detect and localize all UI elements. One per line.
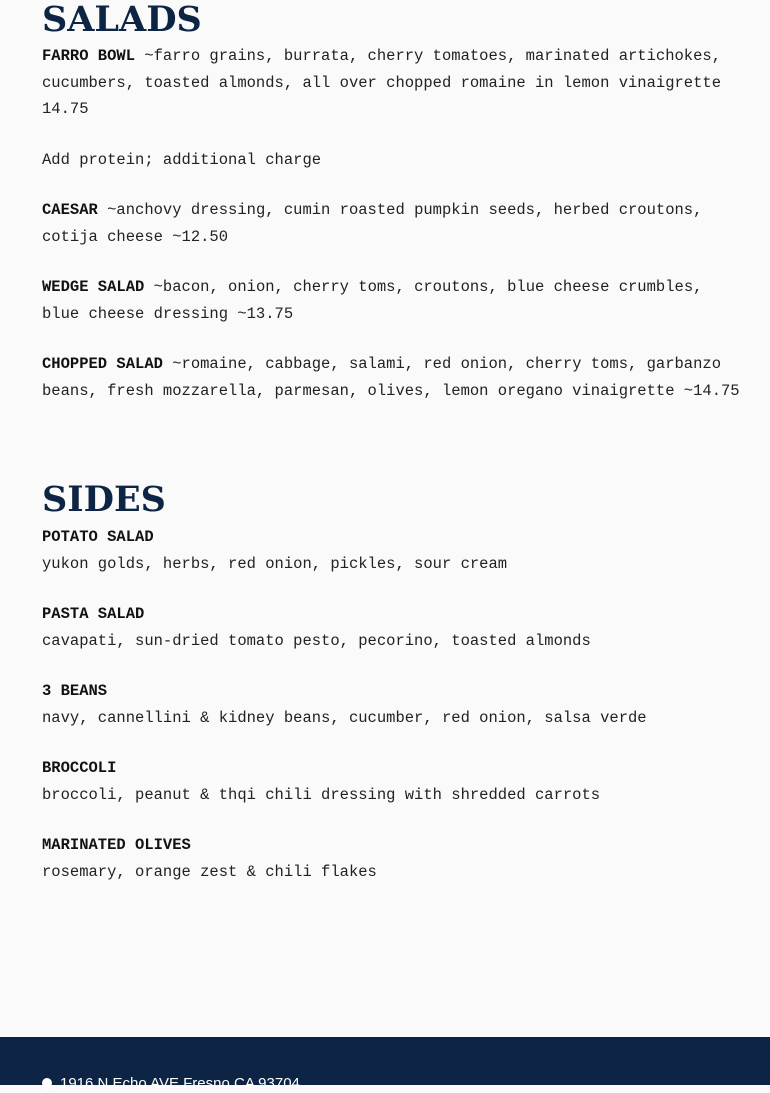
item-name: 3 BEANS <box>42 682 108 700</box>
item-description: Add protein; additional charge <box>42 150 322 169</box>
salads-heading: SALADS <box>42 0 202 40</box>
item-description: rosemary, orange zest & chili flakes <box>42 862 377 881</box>
item-description: ~bacon, onion, cherry toms, croutons, blue cheese crumbles, blue cheese dressing ~13.75 <box>42 278 703 323</box>
menu-item-farro-bowl <box>42 43 742 123</box>
item-name: FARRO BOWL <box>42 47 136 65</box>
menu-item-pasta-salad <box>42 601 742 654</box>
sides-list <box>42 524 742 885</box>
item-description: ~farro grains, burrata, cherry tomatoes, marinated artichokes, cucumbers, toasted almonds, all over chopped romaine in lemon vinaigrette 14.75 <box>42 47 722 118</box>
map-pin-icon <box>40 1076 54 1090</box>
menu-item-chopped-salad <box>42 351 742 404</box>
salads-list <box>42 43 742 404</box>
footer <box>0 1037 770 1092</box>
footer-address[interactable] <box>42 1075 300 1093</box>
item-description: navy, cannellini & kidney beans, cucumber, red onion, salsa verde <box>42 708 647 727</box>
menu-item-potato-salad <box>42 524 742 577</box>
menu-item-wedge-salad <box>42 274 742 327</box>
menu-item-3-beans <box>42 678 742 731</box>
item-description: ~anchovy dressing, cumin roasted pumpkin seeds, herbed croutons, cotija cheese ~12.50 <box>42 201 703 246</box>
item-description: broccoli, peanut & thqi chili dressing with shredded carrots <box>42 785 601 804</box>
item-description: yukon golds, herbs, red onion, pickles, sour cream <box>42 554 508 573</box>
item-name: PASTA SALAD <box>42 605 145 623</box>
item-name: POTATO SALAD <box>42 528 154 546</box>
menu-note-add-protein <box>42 147 742 174</box>
item-name: CAESAR <box>42 201 98 219</box>
menu-item-marinated-olives <box>42 832 742 885</box>
item-description: ~romaine, cabbage, salami, red onion, cherry toms, garbanzo beans, fresh mozzarella, parmesan, olives, lemon oregano vinaigrette ~14.75 <box>42 355 740 400</box>
item-name: BROCCOLI <box>42 759 117 777</box>
menu-item-caesar <box>42 197 742 250</box>
item-name: CHOPPED SALAD <box>42 355 163 373</box>
menu-content <box>42 0 742 885</box>
item-name: WEDGE SALAD <box>42 278 145 296</box>
sides-heading: SIDES <box>42 479 166 520</box>
address-text[interactable]: 1916 N Echo AVE Fresno CA 93704 <box>60 1075 300 1092</box>
menu-item-broccoli <box>42 755 742 808</box>
item-name: MARINATED OLIVES <box>42 836 191 854</box>
item-description: cavapati, sun-dried tomato pesto, pecorino, toasted almonds <box>42 631 591 650</box>
